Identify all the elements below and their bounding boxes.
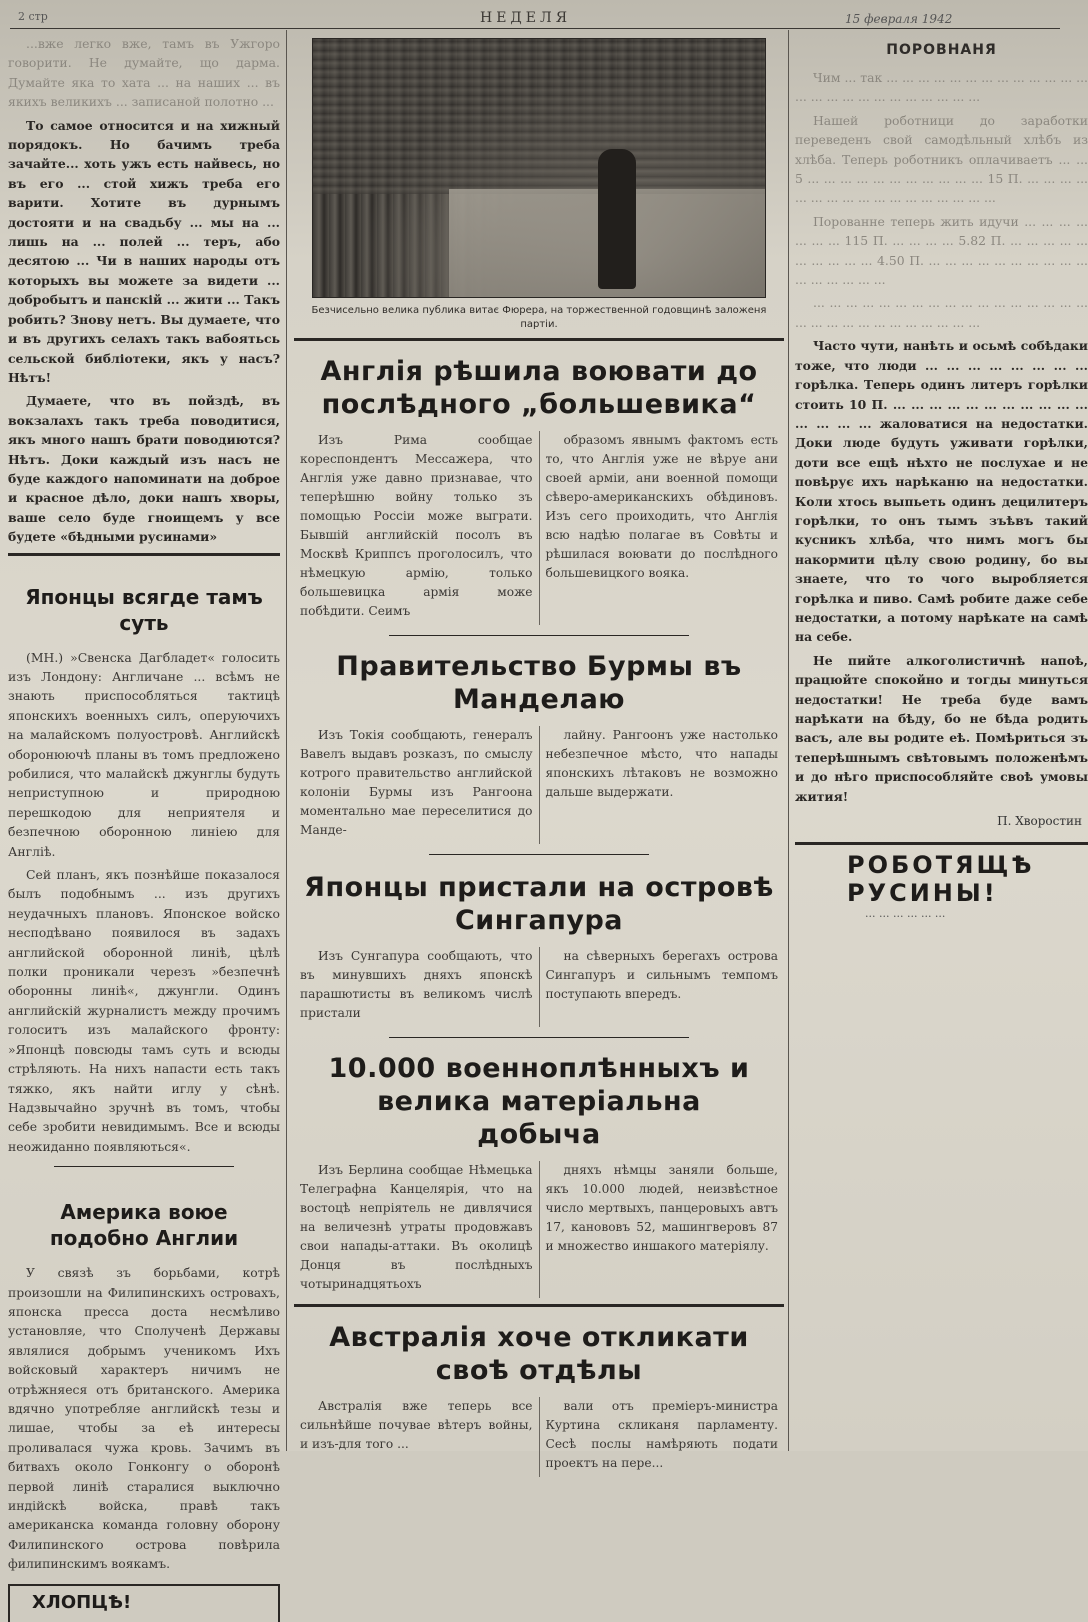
center-subrule-2 — [429, 854, 649, 855]
center-divider-1 — [294, 338, 784, 341]
col1-paragraph-2: То самое относится и на хижный порядокъ. Но бачимъ треба зачайте... хоть ужъ есть найвесь, но въ его ... стой хижъ треба его варити. Хотите въ дурнымъ достояти и на свадьбу ... мы на ... лишь на ... полей ... теръ, або десятою ... Чи в наших народы отъ которыхъ вы можете за видети ... добробытъ и панскій ... жити ... Такъ робить? Знову нетъ. Вы думаете, что и въ другихъ селахъ такъ вабоятьсь сельской библіотеки, якъ у насъ? Нѣтъ! — [8, 117, 280, 385]
article-singapore-title: Японцы пристали на островѣ Сингапура — [304, 872, 774, 936]
comparison-paragraph-3: Порованне теперь жить идучи ... ... ... ... ... ... ... 115 П. ... ... ... ... 5.82 П. ... ... ... ... ... ... ... ... ... ... 4.50 П. ... ... ... ... ... ... ... ... ... ... ... ... ... ... ... ... — [795, 213, 1088, 288]
article-england-body — [294, 431, 784, 625]
article-england-left: Изъ Рима сообщае кореспондентъ Мессажера, что Англiя уже давно признавае, что теперѣшню войну только зъ помощью Россiи може выграти. Бывшiй английскiй посолъ въ Москвѣ Криппсъ проголосилъ, что нѣмецкую армiю, только большевицка армiя може побѣдити. Сеимъ — [300, 433, 533, 618]
col1-subrule — [54, 1166, 234, 1167]
article-burma-right: лайну. Рангоонъ уже настолько небезпечное мѣсто, что напады японскихъ лѣтаковъ не возможно дальше выдержати. — [545, 728, 778, 799]
center-subrule-1 — [389, 635, 689, 636]
article-burma-body — [294, 726, 784, 844]
center-divider-2 — [294, 1304, 784, 1307]
column-center — [294, 34, 784, 1470]
article-england-right: образомъ явнымъ фактомъ есть то, что Англiя уже не вѣруе ани своей армiи, ани военной помощи сѣверо-американскихъ обѣдиновъ. Изъ сего проиходить, что Англiя всю надѣю полагае въ Совѣты и рѣшилася воювати до послѣдного большевицкого вояка. — [545, 433, 778, 580]
article-prisoners-title: 10.000 военноплѣнныхъ и велика матерiальна добыча — [328, 1053, 750, 1150]
article-japan-paragraph-1: (МН.) »Свенска Дагбладет« голосить изъ Лондону: Англичане ... всѣмъ не знають приспособляться тактицѣ японскихъ военныхъ силъ, оперуючихъ на малайскомъ полуостровѣ. Английскѣ оборонюючѣ планы въ томъ предложено робилися, что малайскѣ джунглы будуть неприступною и природною перешкодою для неприятеля и безпечною оборонною линiею для Англiѣ. — [8, 649, 280, 859]
newspaper-name: НЕДЕЛЯ — [480, 10, 572, 26]
column-rule-1 — [286, 30, 287, 1451]
col1-paragraph-1: ...вже легко вже, тамъ въ Ужгоро говорити. Не думайте, що дарма. Думайте яка то хата ... на наших ... въ якихъ великихъ ... записаной полотно ... — [8, 36, 280, 110]
article-burma-left: Изъ Токiя сообщають, генералъ Вавелъ выдавъ розказъ, по смыслу котрого правительство английской колонiи Бурмы изъ Рангоона моментально мае переселитися до Манде- — [300, 728, 533, 837]
comparison-paragraph-6: Не пийте алкоголистичнѣ напоѣ, працюйте спокойно и тогды минуться недостатки! Не треба буде вамъ нарѣкати на бѣду, бо не бѣда родить васъ, але вы родите еѣ. Помѣриться зъ теперѣшнымъ свѣтовымъ положенѣмъ и до нѣго приспособляйте своѣ умовы жития! — [795, 652, 1088, 804]
article-workers-title: РОБОТЯЩѢ РУСИНЫ! — [795, 842, 1088, 907]
photo-figure — [598, 149, 636, 289]
article-america-title: Америка воюе подобно Англии — [49, 1200, 239, 1251]
comparison-paragraph-1: Чим ... так ... ... ... ... ... ... ... ... ... ... ... ... ... ... ... ... ... ... ... ... ... ... ... ... ... — [795, 70, 1088, 105]
issue-date: 15 февраля 1942 — [845, 12, 953, 26]
photo-caption: Безчисельно велика публика витає Фюрера, на торжественной годовщинѣ заложеня партiи. — [311, 305, 767, 330]
photo-crowd — [313, 39, 765, 194]
article-singapore-body — [294, 947, 784, 1027]
article-japan-paragraph-2: Сей планъ, якъ познѣйше показалося былъ подобнымъ ... изъ другихъ неудачныхъ плановъ. Японское войско несподѣвано появилося въ задахъ английской оборонной линiѣ, цѣлѣ полки проникали черезъ »безпечнѣ оборонны линiѣ«, джунгли. Одинъ английскiй журналистъ между прочимъ голоситъ изъ малайского фронту: »Японцѣ повсюды тамъ суть и всюды стрѣляють. На нихъ напасти есть такъ тяжко, якъ найти иглу у сѣнѣ. Надзвычайно зручнѣ въ томъ, чтобы себе зробити невидимымъ. Все и всюды неожиданно появляються«. — [8, 867, 280, 1154]
author-signature: П. Хворостин — [997, 814, 1082, 829]
column-rule-2 — [788, 30, 789, 1451]
col1-divider — [8, 553, 280, 556]
article-australia-left: Австралiя вже теперь все сильнѣйше почувае вѣтеръ войны, и изъ-для того ... — [300, 1399, 533, 1451]
article-prisoners-left: Изъ Берлина сообщае Нѣмецька Телеграфна Канцелярiя, что на востоцѣ непрiятель не дивлячися на величезнѣ утраты продовжавъ свои напады-аттаки. Въ околицѣ Донця въ послѣдныхъ чотыринадцятьохъ — [300, 1163, 533, 1291]
article-singapore-right: на сѣверныхъ берегахъ острова Сингапуръ и сильнымъ темпомъ поступають впередъ. — [545, 949, 778, 1001]
article-prisoners-right: дняхъ нѣмцы заняли больше, якъ 10.000 людей, неизвѣстное число мертвыхъ, панцеровыхъ автъ 17, канововъ 52, машингверовъ 87 и множество иншакого матерiялу. — [545, 1163, 778, 1253]
column-left — [8, 34, 280, 1613]
article-boys-title: ХЛОПЦѢ! — [8, 1584, 280, 1622]
article-america-paragraph: У связѣ зъ борьбами, котрѣ произошли на Филипинскихъ островахъ, японска пресса доста несмѣливо установляе, что Сполученѣ Державы являлися добрымъ ученикомъ Ихъ войсковый характеръ ничимъ не отрѣжняеся отъ британского. Америка вдячно употребляе английскѣ тезы и лишае, чтобы за еѣ интересы проливалася чужа кровь. Зачимъ въ битвахъ около Гонконгу о оборонѣ первой линiѣ старалися выключно индiйскѣ войска, правѣ такъ американска команда головну оборону Филипинского острова повѣрила филипинскимъ воякамъ. — [8, 1265, 280, 1572]
column-right — [795, 34, 1088, 1451]
masthead-rule — [10, 28, 1060, 29]
article-japan-title: Японцы всягде тамъ суть — [25, 584, 263, 635]
col1-paragraph-3: Думаете, что въ пойздѣ, въ вокзалахъ такъ треба поводитися, якъ много нашъ брати поводиются? Нѣтъ. Доки каждый изъ насъ не буде каждого напоминати на доброе и красное дѣло, доки нашъ хворы, ваше село буде гноищемъ у все будете «бѣдными русинами» — [8, 393, 280, 545]
article-australia-right: вали отъ премiеръ-министра Куртина скликаня парламенту. Сесѣ послы намѣряють подати проектъ на пере... — [545, 1399, 778, 1470]
article-comparison-title: ПОРОВНАНЯ — [886, 42, 997, 58]
comparison-paragraph-2: Нашей роботници до заработки переведенъ свой самодѣльный хлѣбъ из хлѣба. Теперь роботникъ оплачиваетъ ... ... 5 ... ... ... ... ... ... ... ... ... ... ... 15 П. ... ... ... ... ... ... ... ... ... ... ... ... ... ... ... ... ... — [795, 112, 1088, 206]
article-australia-body — [294, 1397, 784, 1477]
comparison-paragraph-4: ... ... ... ... ... ... ... ... ... ... ... ... ... ... ... ... ... ... ... ... ... ... ... ... ... ... ... ... ... — [795, 295, 1088, 330]
article-prisoners-body — [294, 1161, 784, 1298]
article-burma-title: Правительство Бурмы въ Манделаю — [336, 651, 742, 715]
article-workers-subtitle: ... ... ... ... ... ... — [865, 907, 946, 921]
comparison-paragraph-5: Часто чути, нанѣть и осьмѣ собѣдаки тоже, что люди ... ... ... ... ... ... ... ... горѣлка. Теперь одинъ литеръ горѣлки стоить 10 П. ... ... ... ... ... ... ... ... ... ... ... ... ... ... ... жаловатися на недостатки. Доки люде будуть уживати горѣлки, доти все ещѣ нѣхто не послухае и не повѣрує ихъ нарѣканю на недостатки. Коли хтось выпьеть одинъ децилитеръ горѣлки, то онъ тымъ зъѣвъ такий кусникъ хлѣба, что нимъ могъ бы накормити цѣлу свою родину, бо вы знаете, что то чого выробляется горѣлка и пиво. Самѣ робите даже себе недостатки, а потому нарѣкате на самѣ на себе. — [795, 338, 1088, 645]
rally-photo — [312, 38, 766, 298]
article-singapore-left: Изъ Сунгапура сообщають, что въ минувшихъ дняхъ японскѣ парашютисты въ великомъ числѣ пристали — [300, 949, 533, 1020]
article-australia-title: Австралiя хоче откликати своѣ отдѣлы — [329, 1322, 749, 1386]
center-subrule-3 — [389, 1037, 689, 1038]
article-england-title: Англiя рѣшила воювати до послѣдного „большевика“ — [320, 356, 758, 420]
page-number: 2 стр — [18, 10, 48, 23]
